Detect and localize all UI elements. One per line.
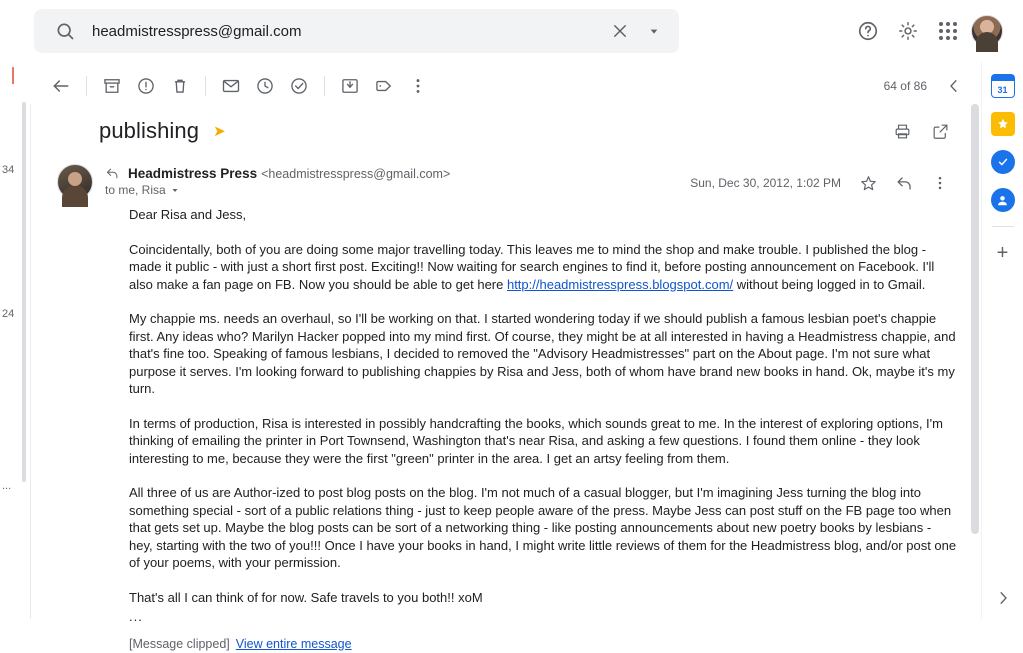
rail-label-2: 24 xyxy=(2,308,14,320)
pager-prev-button[interactable] xyxy=(937,69,971,103)
message-pane xyxy=(30,104,981,619)
scrollbar-thumb[interactable] xyxy=(971,104,979,534)
pencil-icon[interactable] xyxy=(0,62,25,87)
archive-button[interactable] xyxy=(95,69,129,103)
message-header xyxy=(31,154,981,200)
add-app-icon[interactable]: + xyxy=(991,241,1015,265)
paragraph-text: Coincidentally, both of you are doing some major travelling today. This leaves me to mind the shop and make trouble. I published the blog - made it public - with just a short first post. Exciting!! Now waiting for search engines to find it, before posting announcement on Facebook. I'll also make a fan page on FB. Now you should be able to get here xyxy=(129,242,934,292)
subject-row xyxy=(31,104,981,154)
calendar-day-label: 31 xyxy=(992,85,1014,95)
search-box[interactable] xyxy=(34,9,679,53)
search-options-icon[interactable] xyxy=(637,14,671,48)
recipients-text: to me, Risa xyxy=(105,183,166,197)
view-entire-message-link[interactable]: View entire message xyxy=(236,637,352,651)
calendar-icon[interactable] xyxy=(991,74,1015,98)
message-paragraph: My chappie ms. needs an overhaul, so I'll be working on that. I started wondering today if we should publish a famous lesbian poet's chappie first. Any ideas who? Marilyn Hacker popped into my mind first. Of course, they might be at all interested in having a Headmistress chappie, and that's fine too. Speaking of famous lesbians, I decided to removed the "Advisory Headmistresses" part on the About page. I'm not sure what purpose it serves. I'm looking forward to publishing chappies by Risa and Jess, both of whom have brand new books in hand. Ok, maybe it's my turn. xyxy=(129,310,957,398)
pager-count: 64 of 86 xyxy=(884,79,927,93)
paragraph-tail: without being logged in to Gmail. xyxy=(733,277,925,292)
open-in-new-icon[interactable] xyxy=(923,114,957,148)
sender-line xyxy=(105,166,450,181)
snooze-button[interactable] xyxy=(248,69,282,103)
help-icon[interactable] xyxy=(851,14,885,48)
apps-grid-icon[interactable] xyxy=(931,14,965,48)
message-paragraph: Dear Risa and Jess, xyxy=(129,206,957,224)
tasks-icon[interactable] xyxy=(991,150,1015,174)
side-panel-rail xyxy=(981,62,1023,619)
message-clipped-row xyxy=(129,636,957,653)
report-spam-button[interactable] xyxy=(129,69,163,103)
reply-icon[interactable] xyxy=(887,166,921,200)
message-ellipsis: ... xyxy=(129,608,957,626)
move-to-button[interactable] xyxy=(333,69,367,103)
sender-name: Headmistress Press xyxy=(128,166,257,181)
star-icon[interactable] xyxy=(851,166,885,200)
contacts-icon[interactable] xyxy=(991,188,1015,212)
rail-divider xyxy=(992,226,1014,227)
message-paragraph: That's all I can think of for now. Safe travels to you both!! xoM xyxy=(129,589,957,607)
more-options-button[interactable] xyxy=(401,69,435,103)
expand-panel-icon[interactable] xyxy=(994,589,1012,607)
top-bar xyxy=(0,0,1023,62)
gear-icon[interactable] xyxy=(891,14,925,48)
message-paragraph: In terms of production, Risa is interested in possibly handcrafting the books, which sounds great to me. In the interest of exploring options, I'm thinking of emailing the printer in Port Townsend, Washington that's near Risa, and asking a few questions. I found them online - they look interesting to me, because they were the first "green" printer in the area. I get an artsy feeling from them. xyxy=(129,415,957,468)
search-input[interactable] xyxy=(82,23,603,40)
message-paragraph xyxy=(129,241,957,294)
blog-link[interactable]: http://headmistresspress.blogspot.com/ xyxy=(507,277,733,292)
back-button[interactable] xyxy=(44,69,78,103)
subject-actions xyxy=(885,114,957,148)
toolbar-divider xyxy=(205,76,206,96)
page-title: publishing xyxy=(99,118,199,144)
avatar[interactable] xyxy=(971,15,1003,47)
search-icon[interactable] xyxy=(48,14,82,48)
recipients-line[interactable] xyxy=(105,183,450,197)
message-body xyxy=(31,200,981,653)
mark-unread-button[interactable] xyxy=(214,69,248,103)
top-bar-actions xyxy=(851,14,1007,48)
sender-avatar[interactable] xyxy=(57,164,93,200)
message-toolbar xyxy=(0,62,1023,110)
label-chip-icon[interactable]: ➤ xyxy=(213,122,226,140)
rail-label-3: ... xyxy=(2,480,11,492)
message-header-actions xyxy=(690,164,957,200)
add-to-tasks-button[interactable] xyxy=(282,69,316,103)
rail-label-1: 34 xyxy=(2,164,14,176)
message-date: Sun, Dec 30, 2012, 1:02 PM xyxy=(690,176,841,190)
delete-button[interactable] xyxy=(163,69,197,103)
message-paragraph: All three of us are Author-ized to post blog posts on the blog. I'm not much of a casual blogger, but I'm imagining Jess turning the blog into something special - sort of a public relations thing - just to keep people aware of the press. Maybe Jess can post stuff on the FB page too when that gets set up. Maybe the blog posts can be sort of a networking thing - like posting announcements about new poetry books by lesbians - hey, starting with the two of you!!! Once I have your books in hand, I might write little reviews of them for the Headmistress blog, and/or post one of your poems, with your permission. xyxy=(129,484,957,572)
left-rail xyxy=(0,62,30,619)
more-vert-icon[interactable] xyxy=(923,166,957,200)
message-scrollbar[interactable] xyxy=(971,104,979,619)
message-clipped-label: [Message clipped] xyxy=(129,637,230,651)
print-icon[interactable] xyxy=(885,114,919,148)
left-scrollbar[interactable] xyxy=(22,102,26,482)
keep-icon[interactable] xyxy=(991,112,1015,136)
reply-arrow-icon xyxy=(105,166,120,181)
sender-email: <headmistresspress@gmail.com> xyxy=(261,167,450,181)
sender-block xyxy=(105,164,450,197)
labels-button[interactable] xyxy=(367,69,401,103)
chevron-down-icon xyxy=(169,184,181,196)
toolbar-divider xyxy=(86,76,87,96)
close-icon[interactable] xyxy=(603,14,637,48)
toolbar-divider xyxy=(324,76,325,96)
